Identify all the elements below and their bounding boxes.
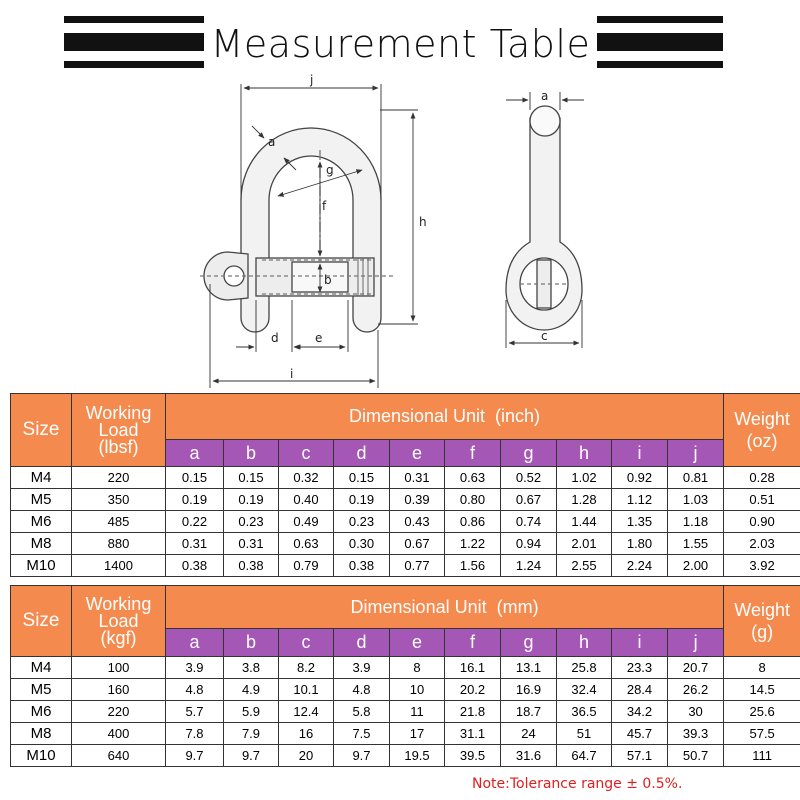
size-cell: M10 [11, 745, 72, 767]
header-working-load: Working Load (kgf) [72, 586, 166, 657]
dimension-cell: 19.5 [390, 745, 445, 767]
dimension-cell: 0.39 [390, 489, 445, 511]
dimension-cell: 0.67 [390, 533, 445, 555]
dim-label-a: a [268, 135, 276, 149]
dimension-cell: 0.92 [612, 467, 668, 489]
shackle-front-view [200, 128, 395, 332]
dimension-cell: 0.43 [390, 511, 445, 533]
dimension-cell: 25.8 [557, 657, 612, 679]
column-header: a [166, 629, 224, 657]
dimension-cell: 8 [390, 657, 445, 679]
dim-label-f: f [322, 199, 327, 213]
dimension-cell: 16.1 [445, 657, 501, 679]
column-header: h [557, 629, 612, 657]
dimension-cell: 0.40 [279, 489, 334, 511]
column-header: b [224, 629, 279, 657]
dimension-cell: 32.4 [557, 679, 612, 701]
load-cell: 640 [72, 745, 166, 767]
dimension-cell: 64.7 [557, 745, 612, 767]
dimension-cell: 1.80 [612, 533, 668, 555]
table-row [11, 489, 800, 511]
dimension-cell: 1.28 [557, 489, 612, 511]
dimension-cell: 2.24 [612, 555, 668, 577]
dimension-cell: 1.55 [668, 533, 724, 555]
dimension-cell: 2.55 [557, 555, 612, 577]
dimension-cell: 39.5 [445, 745, 501, 767]
dimension-cell: 5.7 [166, 701, 224, 723]
dimension-cell: 34.2 [612, 701, 668, 723]
dimension-cell: 31.6 [501, 745, 557, 767]
dimension-cell: 4.9 [224, 679, 279, 701]
size-cell: M4 [11, 657, 72, 679]
dimension-cell: 2.00 [668, 555, 724, 577]
load-cell: 100 [72, 657, 166, 679]
column-header: i [612, 629, 668, 657]
dimension-cell: 1.02 [557, 467, 612, 489]
dimension-cell: 28.4 [612, 679, 668, 701]
dimension-cell: 23.3 [612, 657, 668, 679]
load-cell: 880 [72, 533, 166, 555]
dimension-cell: 0.23 [224, 511, 279, 533]
dimension-cell: 0.81 [668, 467, 724, 489]
size-cell: M6 [11, 701, 72, 723]
weight-cell: 57.5 [724, 723, 800, 745]
column-header: j [668, 440, 724, 467]
column-header: i [612, 440, 668, 467]
dimension-cell: 0.15 [224, 467, 279, 489]
weight-cell: 3.92 [724, 555, 800, 577]
dimension-cell: 1.56 [445, 555, 501, 577]
dimension-cell: 0.74 [501, 511, 557, 533]
load-cell: 160 [72, 679, 166, 701]
header-dimensional-unit: Dimensional Unit (mm) [166, 586, 724, 629]
dim-label-a-side: a [541, 89, 549, 103]
dimension-cell: 0.15 [334, 467, 390, 489]
dim-label-h: h [419, 215, 427, 229]
header-size: Size [11, 586, 72, 657]
table-row [11, 555, 800, 577]
column-header: f [445, 629, 501, 657]
dimension-cell: 0.49 [279, 511, 334, 533]
dimension-cell: 0.19 [166, 489, 224, 511]
dimension-cell: 17 [390, 723, 445, 745]
weight-cell: 0.28 [724, 467, 800, 489]
dim-label-b: b [324, 273, 332, 287]
dimension-cell: 2.01 [557, 533, 612, 555]
table-row [11, 511, 800, 533]
measurement-table-inch [10, 393, 800, 577]
dimension-cell: 0.63 [445, 467, 501, 489]
shackle-bow [241, 128, 381, 332]
column-header: c [279, 629, 334, 657]
dimension-cell: 0.32 [279, 467, 334, 489]
dimension-cell: 20 [279, 745, 334, 767]
header-dimensional-unit: Dimensional Unit (inch) [166, 394, 724, 440]
column-header: d [334, 629, 390, 657]
dimension-cell: 1.12 [612, 489, 668, 511]
dimension-cell: 3.8 [224, 657, 279, 679]
dimension-cell: 0.19 [224, 489, 279, 511]
shackle-side-view [506, 106, 582, 330]
dimension-cell: 7.8 [166, 723, 224, 745]
dimension-cell: 50.7 [668, 745, 724, 767]
weight-cell: 25.6 [724, 701, 800, 723]
size-cell: M5 [11, 489, 72, 511]
dimension-cell: 0.19 [334, 489, 390, 511]
dimension-cell: 0.31 [166, 533, 224, 555]
table-mm-body [11, 657, 800, 767]
size-cell: M10 [11, 555, 72, 577]
load-cell: 350 [72, 489, 166, 511]
dimension-cell: 0.22 [166, 511, 224, 533]
dimension-cell: 21.8 [445, 701, 501, 723]
column-header: a [166, 440, 224, 467]
dim-label-e: e [315, 331, 323, 345]
column-header: e [390, 440, 445, 467]
column-header: d [334, 440, 390, 467]
dimension-cell: 9.7 [166, 745, 224, 767]
table-inch-body [11, 467, 800, 577]
dimension-cell: 36.5 [557, 701, 612, 723]
dimension-cell: 1.18 [668, 511, 724, 533]
column-header: g [501, 629, 557, 657]
dimension-cell: 0.94 [501, 533, 557, 555]
header-weight: Weight (g) [724, 586, 800, 657]
column-header: e [390, 629, 445, 657]
dim-label-d: d [271, 331, 279, 345]
dimension-cell: 0.80 [445, 489, 501, 511]
load-cell: 485 [72, 511, 166, 533]
dimension-cell: 7.9 [224, 723, 279, 745]
dimension-cell: 8.2 [279, 657, 334, 679]
column-header: f [445, 440, 501, 467]
column-header: h [557, 440, 612, 467]
dimension-cell: 4.8 [334, 679, 390, 701]
dim-label-j: j [310, 73, 314, 87]
load-cell: 220 [72, 467, 166, 489]
dimension-cell: 0.23 [334, 511, 390, 533]
dimension-cell: 5.9 [224, 701, 279, 723]
dimension-cell: 18.7 [501, 701, 557, 723]
dim-label-g: g [326, 163, 334, 177]
column-header: b [224, 440, 279, 467]
dimension-cell: 0.38 [224, 555, 279, 577]
dimension-cell: 3.9 [166, 657, 224, 679]
dimension-cell: 1.22 [445, 533, 501, 555]
dimension-cell: 1.44 [557, 511, 612, 533]
dimension-cell: 7.5 [334, 723, 390, 745]
size-cell: M5 [11, 679, 72, 701]
dimension-cell: 39.3 [668, 723, 724, 745]
header-weight: Weight (oz) [724, 394, 800, 467]
dimension-cell: 0.15 [166, 467, 224, 489]
dimension-cell: 0.38 [166, 555, 224, 577]
dimension-cell: 0.86 [445, 511, 501, 533]
load-cell: 1400 [72, 555, 166, 577]
tolerance-note: Note:Tolerance range ± 0.5%. [472, 776, 683, 792]
dimension-cell: 0.30 [334, 533, 390, 555]
weight-cell: 14.5 [724, 679, 800, 701]
dimension-cell: 20.2 [445, 679, 501, 701]
dimension-cell: 24 [501, 723, 557, 745]
table-row [11, 657, 800, 679]
dimension-cell: 0.31 [224, 533, 279, 555]
table-mm-header-row [11, 586, 800, 629]
weight-cell: 8 [724, 657, 800, 679]
dimension-cell: 0.79 [279, 555, 334, 577]
table-inch-header-row [11, 394, 800, 440]
dimension-cell: 51 [557, 723, 612, 745]
dimension-cell: 20.7 [668, 657, 724, 679]
column-header: j [668, 629, 724, 657]
dimension-cell: 10 [390, 679, 445, 701]
weight-cell: 0.90 [724, 511, 800, 533]
table-row [11, 723, 800, 745]
dimension-cell: 16.9 [501, 679, 557, 701]
dimension-cell: 1.03 [668, 489, 724, 511]
column-header: g [501, 440, 557, 467]
dimension-cell: 16 [279, 723, 334, 745]
dimension-cell: 26.2 [668, 679, 724, 701]
dimension-cell: 57.1 [612, 745, 668, 767]
table-row [11, 533, 800, 555]
dimension-cell: 10.1 [279, 679, 334, 701]
load-cell: 400 [72, 723, 166, 745]
dimension-cell: 0.63 [279, 533, 334, 555]
size-cell: M4 [11, 467, 72, 489]
weight-cell: 2.03 [724, 533, 800, 555]
dimension-cell: 0.52 [501, 467, 557, 489]
dimension-cell: 11 [390, 701, 445, 723]
dimension-cell: 5.8 [334, 701, 390, 723]
dimension-cell: 13.1 [501, 657, 557, 679]
dimension-cell: 1.35 [612, 511, 668, 533]
table-row [11, 745, 800, 767]
table-row [11, 467, 800, 489]
dimension-cell: 0.38 [334, 555, 390, 577]
header-working-load: Working Load (lbsf) [72, 394, 166, 467]
column-header: c [279, 440, 334, 467]
dim-label-i: i [290, 367, 294, 381]
page-title: Measurement Table [210, 22, 591, 66]
size-cell: M6 [11, 511, 72, 533]
dimension-cell: 9.7 [224, 745, 279, 767]
dimension-cell: 45.7 [612, 723, 668, 745]
dimension-cell: 9.7 [334, 745, 390, 767]
dimension-cell: 0.77 [390, 555, 445, 577]
dimension-cell: 30 [668, 701, 724, 723]
dim-label-c: c [541, 329, 548, 343]
weight-cell: 111 [724, 745, 800, 767]
header-size: Size [11, 394, 72, 467]
dimension-cell: 31.1 [445, 723, 501, 745]
dimension-cell: 1.24 [501, 555, 557, 577]
table-row [11, 679, 800, 701]
size-cell: M8 [11, 723, 72, 745]
table-row [11, 701, 800, 723]
weight-cell: 0.51 [724, 489, 800, 511]
dimension-cell: 4.8 [166, 679, 224, 701]
measurement-table-mm [10, 585, 800, 767]
size-cell: M8 [11, 533, 72, 555]
dimension-cell: 0.67 [501, 489, 557, 511]
dimension-cell: 3.9 [334, 657, 390, 679]
load-cell: 220 [72, 701, 166, 723]
dimension-cell: 0.31 [390, 467, 445, 489]
dimension-cell: 12.4 [279, 701, 334, 723]
